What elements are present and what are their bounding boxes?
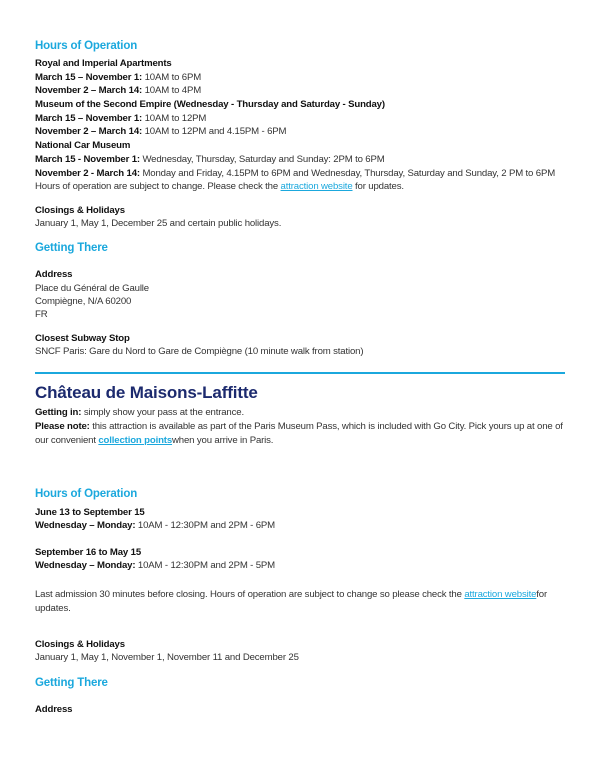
closings-heading: Closings & Holidays [35,639,125,650]
hours-line [35,167,555,181]
hours-line [35,125,286,139]
label: Wednesday – Monday: [35,560,136,571]
value: simply show your pass at the entrance. [81,407,244,418]
section-divider [35,372,565,374]
label: November 2 - March 14: [35,168,140,179]
hours-line [35,112,206,126]
collection-points-link[interactable]: collection points [98,435,173,446]
value: Wednesday, Thursday, Saturday and Sunday: 2PM to 6PM [139,154,385,165]
hours-line [35,153,385,167]
label: Wednesday – Monday: [35,520,136,531]
value: 10AM to 12PM [142,113,207,124]
value: 10AM - 12:30PM and 2PM - 6PM [135,520,276,531]
hours-line [35,84,201,98]
hours-heading: Hours of Operation [35,488,138,500]
hours-heading: Hours of Operation [35,40,138,52]
closings-text: January 1, May 1, December 25 and certain public holidays. [35,218,282,229]
car-museum-heading: National Car Museum [35,140,131,151]
address-heading: Address [35,704,73,715]
label: March 15 – November 1: [35,113,143,124]
attraction-website-link[interactable]: attraction website [280,181,353,192]
text: Last admission 30 minutes before closing. Hours of operation are subject to change so please check the [35,589,465,600]
last-admission-note-cont: updates. [35,603,71,614]
value: 10AM to 4PM [142,85,202,96]
please-note [35,420,563,434]
subway-heading: Closest Subway Stop [35,333,130,344]
attraction-title: Château de Maisons-Laffitte [35,383,258,402]
value: 10AM to 12PM and 4.15PM - 6PM [142,126,287,137]
label: March 15 – November 1: [35,72,143,83]
label: Please note: [35,421,90,432]
getting-there-heading: Getting There [35,242,108,254]
please-note-cont [35,434,273,448]
address-line: Place du Général de Gaulle [35,283,149,294]
period-heading: June 13 to September 15 [35,507,145,518]
attraction-website-link[interactable]: attraction website [464,589,537,600]
last-admission-note [35,588,547,602]
period-heading: September 16 to May 15 [35,547,142,558]
hours-line [35,519,275,533]
value: this attraction is available as part of the Paris Museum Pass, which is included with Go City. Pick yours up at one of [89,421,563,432]
hours-line [35,559,275,573]
museum-heading: Museum of the Second Empire (Wednesday - Thursday and Saturday - Sunday) [35,99,385,110]
address-heading: Address [35,269,73,280]
text: our convenient [35,435,99,446]
value: 10AM to 6PM [142,72,202,83]
text: when you arrive in Paris. [172,435,274,446]
label: March 15 - November 1: [35,154,140,165]
address-line: FR [35,309,48,320]
royal-apartments-heading: Royal and Imperial Apartments [35,58,172,69]
label: Getting in: [35,407,82,418]
subway-text: SNCF Paris: Gare du Nord to Gare de Compiègne (10 minute walk from station) [35,346,364,357]
text: for [536,589,548,600]
address-line: Compiègne, N/A 60200 [35,296,132,307]
text: for updates. [352,181,404,192]
value: 10AM - 12:30PM and 2PM - 5PM [135,560,276,571]
getting-in [35,406,244,420]
hours-note [35,180,404,194]
label: November 2 – March 14: [35,126,143,137]
text: Hours of operation are subject to change. Please check the [35,181,281,192]
closings-heading: Closings & Holidays [35,205,125,216]
value: Monday and Friday, 4.15PM to 6PM and Wednesday, Thursday, Saturday and Sunday, 2 PM to 6PM [139,168,556,179]
closings-text: January 1, May 1, November 1, November 11 and December 25 [35,652,299,663]
hours-line [35,71,201,85]
label: November 2 – March 14: [35,85,143,96]
getting-there-heading: Getting There [35,677,108,689]
